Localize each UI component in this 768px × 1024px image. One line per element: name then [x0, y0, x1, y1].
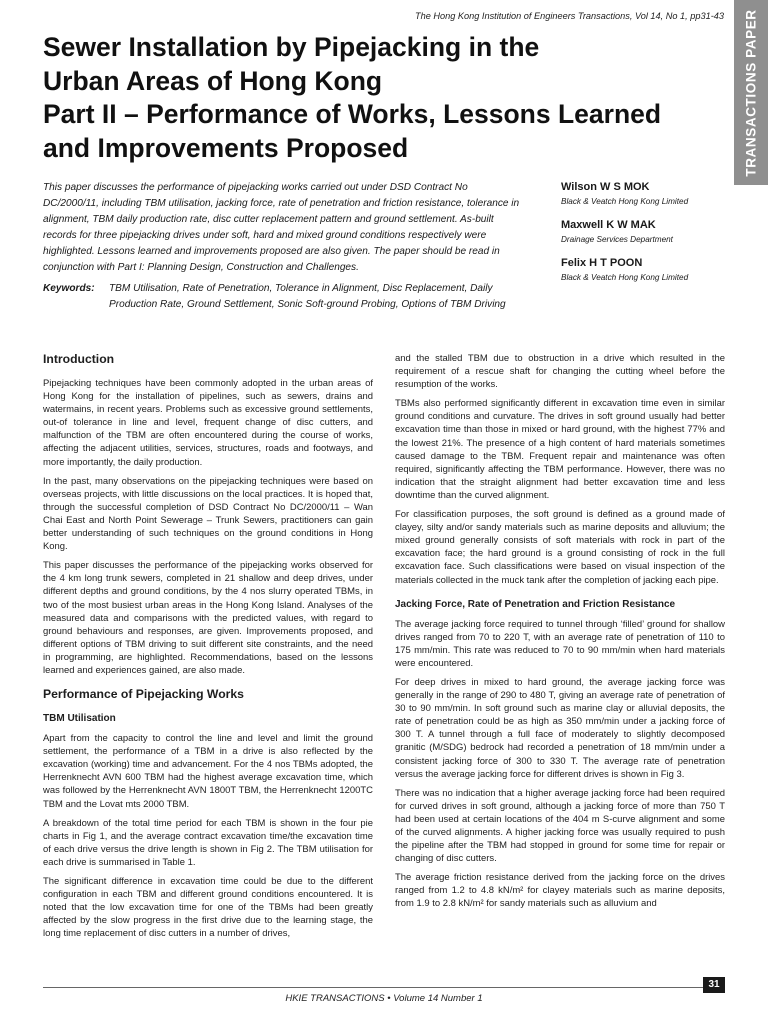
- paragraph: A breakdown of the total time period for each TBM is shown in the four pie charts in Fig 1, and the average contract excavation time/the excavation time of each drive versus the drive length is shown in Fig 2. The TBM utilisation for each drive is summarised in Table 1.: [43, 817, 373, 868]
- title-line-2: Urban Areas of Hong Kong: [43, 65, 383, 96]
- paragraph: In the past, many observations on the pipejacking techniques were based on overseas projects, with little discussions on the local practices. It is hoped that, through the successful completion of DSD Contract No DC/2000/11 – Wan Chai East and North Point Sewerage – Trunk Sewers, practitioners can gain better understanding of such techniques on the ground conditions in Hong Kong.: [43, 475, 373, 553]
- keywords-text: TBM Utilisation, Rate of Penetration, Tolerance in Alignment, Disc Replacement, Daily Production Rate, Ground Settlement, Sonic Soft-ground Probing, Options of TBM Driving: [109, 283, 506, 311]
- subsection-heading-jacking-force: Jacking Force, Rate of Penetration and Friction Resistance: [395, 598, 676, 610]
- paragraph: TBMs also performed significantly different in excavation time even in similar ground conditions and curvature. The drives in soft ground usually had better excavation time than those in mixed or hard ground, with the highest 77% and the lowest 21%. The presence of a high content of hard materials sometimes caused damage to the TBM. Frequent repair and maintenance was often required, significantly affecting the TBM performance. However, there was no indication that the straight alignment had better excavation time and less downtime than the curved alignment.: [395, 398, 725, 501]
- transactions-paper-tab: [734, 0, 768, 185]
- paragraph: For classification purposes, the soft ground is defined as a ground made of clayey, silty and/or sandy materials such as marine deposits and alluvium; the mixed ground generally consists of soft materials with rock in part of the excavation face; the hard ground is a ground consisting of rock in the full excavation face. Such classifications were based on visual inspection of the materials collected in the muck tank after the completion of jacking each pipe.: [395, 509, 725, 586]
- paragraph: The average friction resistance derived from the jacking force on the drives ranged from 1.2 to 4.8 kN/m² for clayey materials such as marine deposits, from 1.9 to 2.8 kN/m² for sandy materials such as alluvium and: [395, 872, 725, 910]
- paragraph: There was no indication that a higher average jacking force had been required for curved drives in soft ground, although a jacking force of more than 750 T had been used at certain locations of the 404 m S-curve alignment and some of the curved alignments. A higher jacking force was usually required to push the pipeline after the TBM had stopped in ground for some time for repair or changing of disc cutters.: [395, 787, 725, 865]
- page-number: 31: [703, 977, 725, 993]
- side-tab-label: TRANSACTIONS PAPER: [743, 8, 759, 177]
- section-heading-performance: Performance of Pipejacking Works: [43, 687, 244, 702]
- paragraph: The average jacking force required to tunnel through ‘filled’ ground for shallow drives ranged from 70 to 220 T, with an average rate of penetration of 110 to 175 mm/min. This rate was reduced to 70 to 90 mm/min when hard materials were encountered.: [395, 618, 725, 669]
- title-line-4: and Improvements Proposed: [43, 132, 409, 163]
- footer-divider: [43, 987, 725, 988]
- paragraph: For deep drives in mixed to hard ground, the average jacking force was generally in the range of 290 to 480 T, giving an average rate of penetration of 30 to 90 mm/min. In soft ground such as marine clay or alluvial deposits, the rate of penetration could be as high as 350 mm/min under a jacking force of 300 T. A tunnel through a full face of moderately to slightly decomposed granitic (M/SDG) bedrock had recorded a penetration of 18 mm/min under a consistent jacking force of 300 to 330 T. The average rate of penetration versus the average jacking force for different drives is shown in Fig 3.: [395, 676, 725, 780]
- author-affiliation: Black & Veatch Hong Kong Limited: [561, 273, 689, 282]
- left-column: [43, 352, 373, 946]
- journal-reference: The Hong Kong Institution of Engineers Transactions, Vol 14, No 1, pp31-43: [415, 11, 724, 21]
- paper-title: [43, 31, 723, 165]
- subsection-heading-tbm-utilisation: TBM Utilisation: [43, 713, 116, 725]
- title-line-1: Sewer Installation by Pipejacking in the: [43, 32, 540, 62]
- paragraph: and the stalled TBM due to obstruction in a drive which resulted in the requirement of a rescue shaft for changing the cutting wheel before the resumption of the works.: [395, 353, 725, 391]
- paragraph: Apart from the capacity to control the line and level and limit the ground settlement, the performance of a TBM in a drive is also reflected by the excavation (working) time and advancement. For the 4 nos TBMs adopted, the Herrenknecht AVN 600 TBM had the highest average excavation time, which was followed by the Herrenknecht AVN 1800T TBM, the Herrenknecht 1200TC TBM and the Lovat mts 2000 TBM.: [43, 733, 373, 810]
- section-heading-introduction: Introduction: [43, 352, 115, 366]
- author-name: Felix H T POON: [561, 257, 643, 269]
- abstract-text: This paper discusses the performance of pipejacking works carried out under DSD Contract No DC/2000/11, including TBM utilisation, jacking force, rate of penetration and friction resistance, tolerance in alignment, TBM daily production rate, disc cutter replacement pattern and ground settlement. As-built records for three pipejacking drives under soft, hard and mixed ground conditions respectively were highlighted. Lessons learned and improvements proposed are also given. The paper should be read in conjunction with Part I: Planning Design, Construction and Challenges.: [43, 182, 520, 274]
- author-entry: [561, 218, 731, 246]
- keywords: [43, 281, 523, 313]
- author-list: [561, 180, 731, 294]
- author-name: Wilson W S MOK: [561, 181, 650, 193]
- paragraph: The significant difference in excavation time could be due to the different configuration in each TBM and different ground conditions encountered. It is noted that the low excavation time for one of the TBMs had been greatly affected by the slow progress in the first drive due to the learning stage, the long time replacement of disc cutters in a number of drives,: [43, 876, 373, 940]
- keywords-label: Keywords:: [43, 283, 95, 295]
- paragraph: This paper discusses the performance of the pipejacking works observed for the 4 km long trunk sewers, completed in 21 shallow and deep drives, under different depths and ground conditions, by the 4 nos slurry operated TBMs, in two of the most busiest urban areas in the Hong Kong Island. Analyses of the measured data and comparisons with the predicted values, with regard to ground behaviours and responses, are given. Improvements proposed, and different options of TBM driving to suit different site constraints, and the need in programming, are highlighted. Recommendations, based on the lessons learned and experiences gained, are also made.: [43, 560, 373, 676]
- abstract: [43, 180, 523, 313]
- paragraph: Pipejacking techniques have been commonly adopted in the urban areas of Hong Kong for the installation of pipelines, such as sewers, drains and watermains, in recent years. Problems such as excessive ground settlements, out-of tolerance in line and level, frequent change of disc cutters, and malfunction of the TBM are often encountered during the course of works, affecting the adjacent utilities, services, structures, roads and footways, and more importantly, the daily production.: [43, 378, 373, 468]
- author-affiliation: Black & Veatch Hong Kong Limited: [561, 197, 689, 206]
- author-name: Maxwell K W MAK: [561, 219, 656, 231]
- author-entry: [561, 180, 731, 208]
- right-column: [395, 352, 725, 917]
- author-entry: [561, 256, 731, 284]
- author-affiliation: Drainage Services Department: [561, 235, 673, 244]
- title-line-3: Part II – Performance of Works, Lessons Learned: [43, 99, 662, 129]
- footer-journal: HKIE TRANSACTIONS • Volume 14 Number 1: [285, 993, 483, 1004]
